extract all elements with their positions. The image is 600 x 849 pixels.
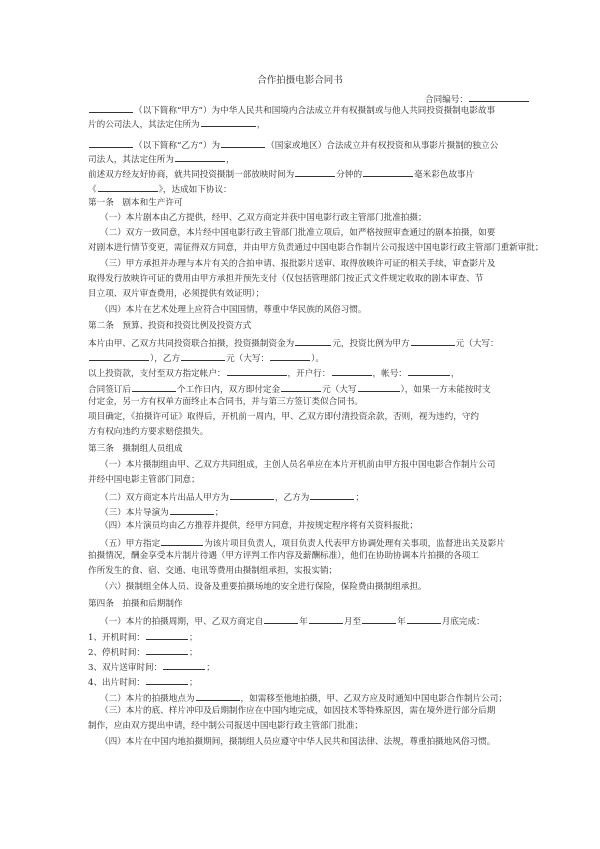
schedule-release: 4、出片时间： ；: [88, 678, 198, 688]
clause-3-4: （四）本片演员均由乙方推荐并提供，经甲方同意，并按规定程序将有关资料报批；: [100, 521, 418, 531]
contract-title: 合作拍摄电影合同书: [257, 75, 343, 86]
clause-1-3-line-3: 目立项、双片审查费用，必须提供有效证明）；: [88, 289, 265, 299]
party-b-country-blank[interactable]: [221, 139, 265, 148]
party-b-name-blank[interactable]: [89, 139, 133, 148]
clause-3-3: （三）本片导演为 ；: [100, 508, 224, 518]
party-b-address-blank[interactable]: [175, 153, 225, 162]
preamble-line-1: 前述双方经友好协商，就共同投资摄制一部放映时间为 分钟的 毫米彩色故事片: [88, 170, 475, 180]
clause-1-2-line-2: 对剧本进行情节变更，需征得双方同意，并由甲方负责通过中国电影合作制片公司报送中国电影行政主管部门重新审批；: [88, 243, 544, 253]
location-blank[interactable]: [196, 692, 240, 701]
party-a-investment-words-blank[interactable]: [89, 352, 149, 361]
clause-1-1: （一）本片剧本由乙方提供，经甲、乙双方商定并获中国电影行政主管部门批准拍摄；: [100, 213, 427, 223]
producer-a-blank[interactable]: [230, 491, 274, 500]
deposit-amount-blank[interactable]: [281, 383, 321, 392]
article-4-heading: 第四条 拍摄和后期制作: [88, 599, 183, 609]
article-2-heading: 第二条 预算、投资和投资比例及投资方式: [88, 321, 252, 331]
clause-3-5-line-2: 拍摄情况，酬金享受本片制片待遇（甲方评判工作内容及薪酬标准），他们在协助协调本片拍摄的各项工: [88, 551, 480, 561]
film-title-blank[interactable]: [98, 183, 158, 192]
review-time-blank[interactable]: [163, 661, 205, 670]
party-b-investment-blank[interactable]: [181, 352, 225, 361]
contract-number-label: 合同编号：: [425, 95, 468, 105]
clause-3-5-line-3: 作所发生的食、宿、交通、电讯等费用由摄制组承担，实报实销；: [88, 566, 338, 576]
producer-b-blank[interactable]: [310, 491, 354, 500]
balance-line-2: 方有权向违约方要求赔偿损失。: [88, 427, 209, 437]
party-b-line-1: （以下简称“乙方”）为 （国家或地区）合法成立并有权投资和从事影片摄制的独立公: [88, 139, 498, 151]
article-3-heading: 第三条 摄制组人员组成: [88, 444, 183, 454]
clause-3-5-line-1: （五）甲方指定 为该片项目负责人，项目负责人代表甲方协调处理有关事项，监督进出关及影片: [100, 539, 505, 549]
clause-3-2: （二）双方商定本片出品人甲方为 ，乙方为 ；: [100, 493, 364, 503]
clause-3-1-line-1: （一）本片摄制组由甲、乙双方共同组成，主创人员名单应在本片开机前由甲方报中国电影合作制片公司: [100, 460, 496, 470]
preamble-line-2: 《 》，达成如下协议：: [88, 185, 232, 195]
project-lead-blank[interactable]: [161, 537, 203, 546]
schedule-review: 3、双片送审时间： ；: [88, 663, 215, 673]
party-a-address-blank[interactable]: [201, 118, 256, 127]
article-1-heading: 第一条 剧本和生产许可: [88, 198, 183, 208]
clause-1-4: （四）本片在艺术处理上应符合中国国情，尊重中华民族的风俗习惯。: [100, 305, 367, 315]
duration-blank[interactable]: [295, 168, 335, 177]
clause-1-3-line-2: 取得发行放映许可证的费用由甲方承担并预先支付（仅包括管理部门按正式文件规定收取的剧本审查、节: [88, 274, 484, 284]
start-time-blank[interactable]: [146, 631, 188, 640]
investment-line-1: 本片由甲、乙双方共同投资联合拍摄，投资摄制资金为 元，投资比例为甲方 元（大写：: [88, 339, 499, 349]
total-investment-blank[interactable]: [295, 337, 331, 346]
deposit-words-blank[interactable]: [358, 383, 400, 392]
clause-4-2: （二）本片的拍摄地点为 ，如需移至他地拍摄，甲、乙双方应及时通知中国电影合作制片公司；: [100, 694, 507, 704]
party-b-line-2: 司法人，其法定住所为 ，: [88, 155, 235, 165]
schedule-stop: 2、停机时间： ；: [88, 648, 198, 658]
working-days-blank[interactable]: [132, 383, 176, 392]
start-year-blank[interactable]: [264, 615, 298, 624]
account-line: 以上投资款，支付至双方指定帐户： ，开户行： ，帐号： ，: [88, 369, 460, 379]
party-b-investment-words-blank[interactable]: [270, 352, 310, 361]
party-a-line-2: 片的公司法人，其法定住所为 ，: [88, 120, 266, 130]
party-a-line-1: （以下简称“甲方”）为中华人民共和国境内合法成立并有权摄制或与他人共同投资摄制电影故事: [88, 104, 495, 116]
end-year-blank[interactable]: [362, 615, 396, 624]
deposit-line-2: 付定金，另一方有权单方面终止本合同书，并与第三方签订类似合同书。: [88, 397, 364, 407]
stop-time-blank[interactable]: [146, 646, 188, 655]
party-a-investment-blank[interactable]: [411, 337, 455, 346]
party-a-name-blank[interactable]: [89, 104, 133, 113]
clause-4-4: （四）本片在中国内地拍摄期间，摄制组人员应遵守中华人民共和国法律、法规，尊重拍摄地风俗习惯。: [100, 737, 496, 747]
account-number-blank[interactable]: [408, 367, 450, 376]
schedule-start: 1、开机时间： ；: [88, 633, 198, 643]
clause-1-3-line-1: （三）甲方承担并办理与本片有关的合拍申请、报批影片送审、取得放映许可证的相关手续，审查影片及: [100, 259, 496, 269]
clause-3-6: （六）摄制组全体人员、设备及重要拍摄场地的安全进行保险，保险费由摄制组承担。: [100, 582, 427, 592]
clause-1-2-line-1: （二）双方一致同意，本片经中国电影行政主管部门批准立项后，如严格按照审查通过的剧本拍摄，如要: [100, 228, 496, 238]
investment-line-2: ），乙方 元（大写： ）。: [88, 352, 324, 364]
balance-line-1: 项目确定，《拍摄许可证》取得后，开机前一周内，甲、乙双方即付清投资余款，否则，视为违约，守约: [88, 412, 480, 422]
contract-number-blank[interactable]: [469, 93, 529, 102]
film-format-blank[interactable]: [363, 168, 413, 177]
start-month-blank[interactable]: [309, 615, 343, 624]
account-name-blank[interactable]: [227, 367, 287, 376]
clause-4-3-line-1: （三）本片的底、样片冲印及后期制作应在中国内地完成，如因技术等特殊原因，需在境外进行部分后期: [100, 706, 496, 716]
clause-3-1-line-2: 并经中国电影主管部门同意；: [88, 475, 200, 485]
clause-4-1: （一）本片的拍摄周期，甲、乙双方商定自 年 月至 年 月底完成：: [100, 617, 485, 627]
end-month-blank[interactable]: [407, 615, 441, 624]
director-blank[interactable]: [170, 506, 214, 515]
contract-number: [425, 93, 530, 105]
bank-blank[interactable]: [332, 367, 372, 376]
release-time-blank[interactable]: [146, 676, 188, 685]
clause-4-3-line-2: 制作，应由双方提出申请，经中制公司报送中国电影行政主管部门批准；: [88, 721, 364, 731]
deposit-line-1: 合同签订后 个工作日内，双方即付定金 元（大写 ），如果一方未能按时支: [88, 385, 491, 395]
